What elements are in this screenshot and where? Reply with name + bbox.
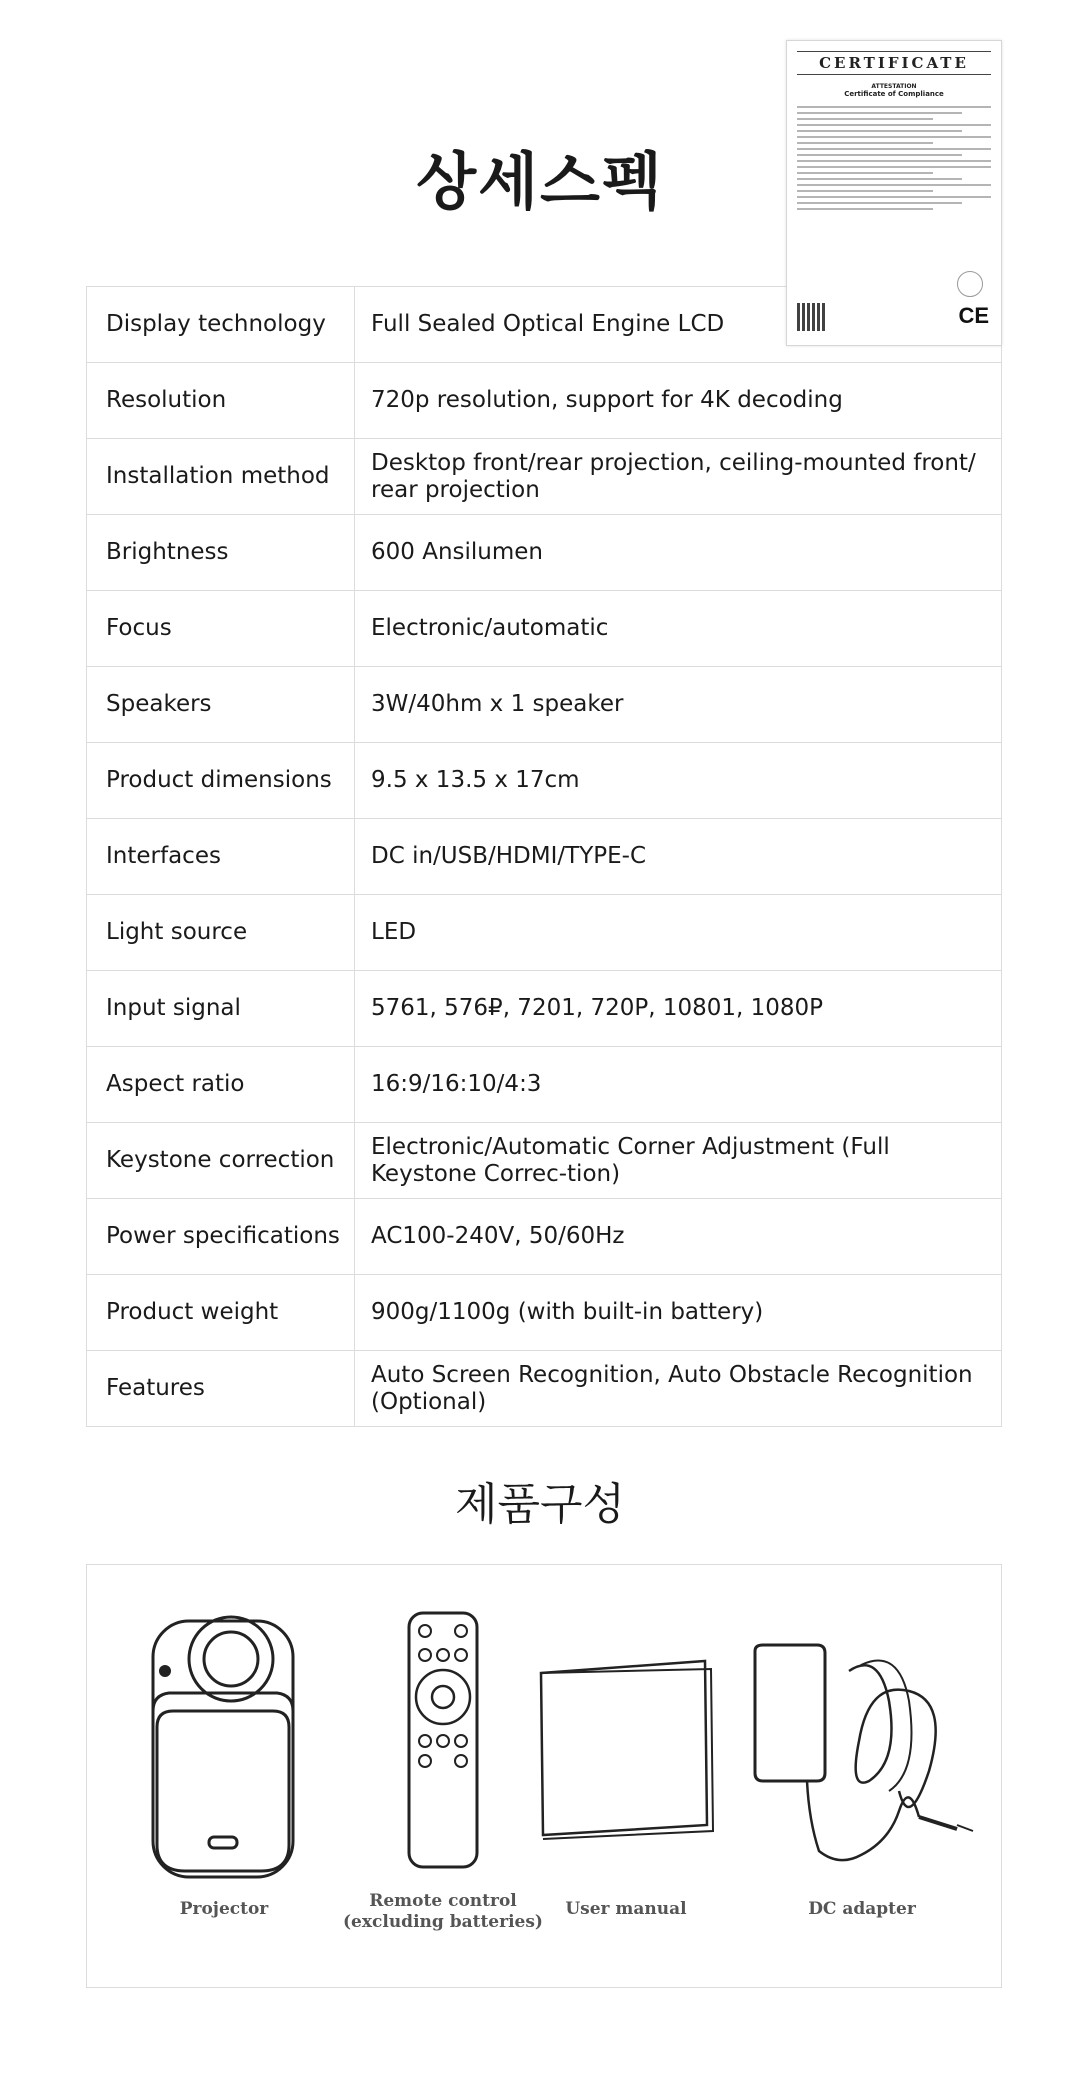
spec-label: Installation method [87,439,355,515]
spec-row [87,1275,1002,1351]
certificate-subtitle: Certificate of Compliance [844,90,944,98]
spec-value: Electronic/Automatic Corner Adjustment (Full Keystone Correc-tion) [355,1123,1002,1199]
spec-row [87,895,1002,971]
spec-label: Interfaces [87,819,355,895]
spec-label: Power specifications [87,1199,355,1275]
spec-value: Auto Screen Recognition, Auto Obstacle Recognition (Optional) [355,1351,1002,1427]
spec-row [87,515,1002,591]
certificate-subheading: ATTESTATION [871,83,917,90]
spec-value: Full Sealed Optical Engine LCD [355,287,1002,363]
spec-value: DC in/USB/HDMI/TYPE-C [355,819,1002,895]
certificate-seal-icon [957,271,983,297]
spec-row [87,667,1002,743]
spec-label: Resolution [87,363,355,439]
spec-row [87,439,1002,515]
spec-label: Features [87,1351,355,1427]
spec-value: 900g/1100g (with built-in battery) [355,1275,1002,1351]
component-label-user-manual: User manual [565,1899,687,1919]
spec-row [87,591,1002,667]
spec-value: 9.5 x 13.5 x 17cm [355,743,1002,819]
spec-label: Display technology [87,287,355,363]
spec-table [86,286,1002,1427]
component-label-remote-control: Remote control (excluding batteries) [343,1891,543,1932]
spec-label: Light source [87,895,355,971]
component-label-dc-adapter: DC adapter [808,1899,916,1919]
spec-value: 600 Ansilumen [355,515,1002,591]
spec-label: Keystone correction [87,1123,355,1199]
spec-label: Speakers [87,667,355,743]
qr-code-icon [797,303,825,331]
components-panel [86,1564,1002,1988]
spec-label: Focus [87,591,355,667]
spec-label: Brightness [87,515,355,591]
spec-label: Product weight [87,1275,355,1351]
spec-value: 16:9/16:10/4:3 [355,1047,1002,1123]
spec-row [87,743,1002,819]
spec-value: 5761, 576₽, 7201, 720P, 10801, 1080P [355,971,1002,1047]
certificate-text-lines [797,106,991,210]
dc-adapter-icon [749,1641,979,1871]
spec-row [87,971,1002,1047]
spec-label: Aspect ratio [87,1047,355,1123]
spec-row [87,1047,1002,1123]
spec-row [87,363,1002,439]
spec-section-title: 상세스펙 [416,145,664,218]
projector-icon [149,1615,297,1881]
spec-row [87,1351,1002,1427]
spec-label: Product dimensions [87,743,355,819]
spec-value: LED [355,895,1002,971]
spec-value: Desktop front/rear projection, ceiling-mounted front/ rear projection [355,439,1002,515]
component-label-projector: Projector [179,1899,269,1919]
spec-value: 720p resolution, support for 4K decoding [355,363,1002,439]
spec-row [87,819,1002,895]
spec-row [87,1123,1002,1199]
certificate-image [786,40,1002,346]
ce-mark-icon: CE [958,303,989,328]
spec-value: 3W/40hm x 1 speaker [355,667,1002,743]
spec-value: AC100-240V, 50/60Hz [355,1199,1002,1275]
components-section-title: 제품구성 [454,1479,625,1530]
spec-label: Input signal [87,971,355,1047]
spec-value: Electronic/automatic [355,591,1002,667]
user-manual-icon [535,1659,715,1843]
certificate-heading: CERTIFICATE [797,51,991,75]
spec-row [87,1199,1002,1275]
remote-control-icon [405,1609,481,1871]
